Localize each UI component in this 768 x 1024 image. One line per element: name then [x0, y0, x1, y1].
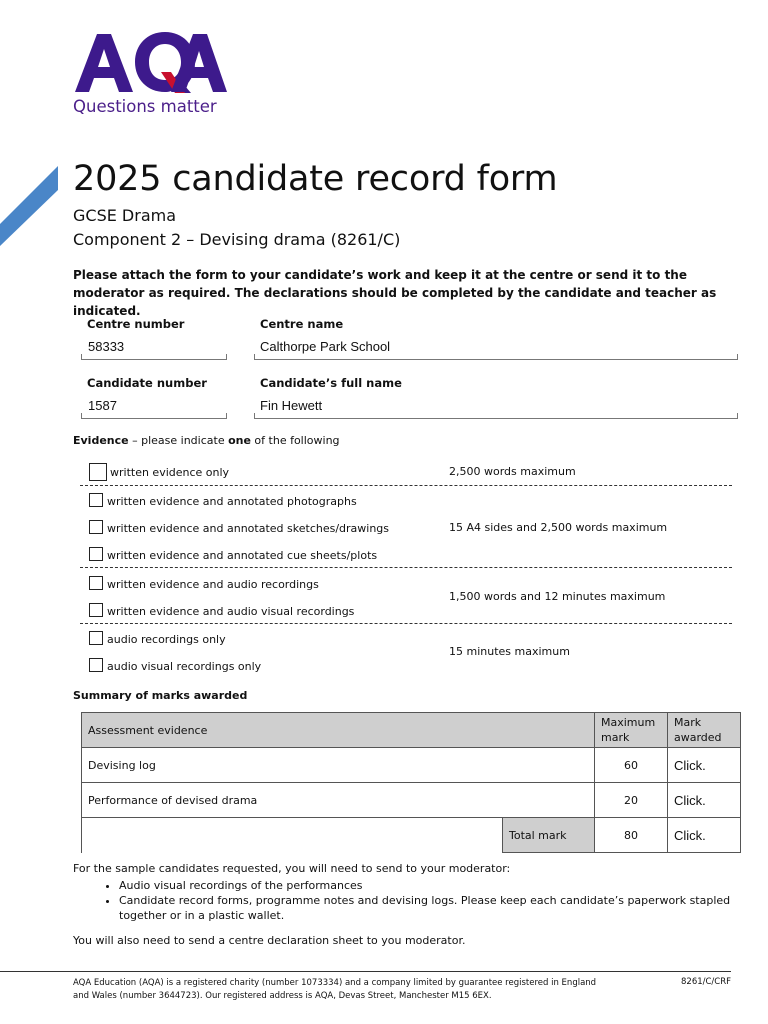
row-awarded-performance-field[interactable]: Click.	[668, 783, 741, 818]
limit-group-3: 1,500 words and 12 minutes maximum	[449, 590, 666, 603]
row-label-devising-log: Devising log	[82, 748, 595, 783]
header-maximum-mark	[595, 713, 668, 748]
evidence-heading-mid: – please indicate	[128, 434, 229, 447]
centre-number-label: Centre number	[87, 317, 185, 331]
limit-group-4: 15 minutes maximum	[449, 645, 570, 658]
total-mark-label: Total mark	[503, 818, 595, 853]
checkbox-written-sketches[interactable]	[89, 520, 103, 534]
option-written-audio-label: written evidence and audio recordings	[107, 578, 319, 591]
centre-name-field[interactable]: Calthorpe Park School	[260, 339, 391, 354]
notes-list	[73, 878, 743, 923]
row-max-performance: 20	[595, 783, 668, 818]
notes-intro: For the sample candidates requested, you will need to send to your moderator:	[73, 862, 511, 875]
row-label-performance: Performance of devised drama	[82, 783, 595, 818]
checkbox-written-audio[interactable]	[89, 576, 103, 590]
candidate-number-field[interactable]: 1587	[88, 398, 117, 413]
candidate-name-underline	[254, 412, 738, 419]
option-written-photographs-label: written evidence and annotated photographs	[107, 495, 357, 508]
option-audio-visual-only-label: audio visual recordings only	[107, 660, 262, 673]
component-subtitle: Component 2 – Devising drama (8261/C)	[73, 230, 401, 249]
total-max: 80	[595, 818, 668, 853]
checkbox-written-audio-visual[interactable]	[89, 603, 103, 617]
limit-group-1: 2,500 words maximum	[449, 465, 576, 478]
notes-final: You will also need to send a centre declaration sheet to you moderator.	[73, 934, 466, 947]
header-awarded-line2: awarded	[674, 731, 722, 744]
header-maximum-line2: mark	[601, 731, 630, 744]
summary-heading: Summary of marks awarded	[73, 689, 248, 702]
centre-number-underline	[81, 353, 227, 360]
table-row	[82, 748, 741, 783]
footer-legal-text: AQA Education (AQA) is a registered charity (number 1073334) and a company limited by guarantee registered in England and Wales (number 3644723). Our registered address is AQA, Devas Street, Manchester M15 6EX.	[73, 978, 597, 1001]
centre-name-underline	[254, 353, 738, 360]
evidence-heading	[73, 434, 340, 447]
checkbox-written-photographs[interactable]	[89, 493, 103, 507]
qualification-subtitle: GCSE Drama	[73, 206, 177, 225]
group-divider	[80, 623, 732, 624]
list-item: • Candidate record forms, programme notes and devising logs. Please keep each candidate’s paperwork stapled together or in a plastic wallet.	[119, 893, 743, 923]
checkbox-written-cue-sheets[interactable]	[89, 547, 103, 561]
header-mark-awarded	[668, 713, 741, 748]
option-audio-only-label: audio recordings only	[107, 633, 226, 646]
total-row-spacer	[82, 818, 503, 853]
total-awarded-field[interactable]: Click.	[668, 818, 741, 853]
marks-table-header	[82, 713, 741, 748]
option-written-cue-sheets-label: written evidence and annotated cue sheets/plots	[107, 549, 378, 562]
marks-table	[81, 712, 741, 853]
evidence-heading-end: of the following	[250, 434, 340, 447]
candidate-name-label: Candidate’s full name	[260, 376, 402, 390]
option-written-audio-visual-label: written evidence and audio visual recordings	[107, 605, 355, 618]
option-written-only-label: written evidence only	[110, 466, 230, 479]
footer-divider	[0, 971, 731, 972]
limit-group-2: 15 A4 sides and 2,500 words maximum	[449, 521, 668, 534]
total-row	[82, 818, 741, 853]
candidate-name-field[interactable]: Fin Hewett	[260, 398, 323, 413]
evidence-heading-bold: Evidence	[73, 434, 129, 447]
group-divider	[80, 567, 732, 568]
row-max-devising-log: 60	[595, 748, 668, 783]
table-row	[82, 783, 741, 818]
row-awarded-devising-log-field[interactable]: Click.	[668, 748, 741, 783]
corner-ribbon	[0, 166, 60, 246]
form-code: 8261/C/CRF	[681, 977, 732, 987]
checkbox-audio-only[interactable]	[89, 631, 103, 645]
header-assessment-evidence: Assessment evidence	[82, 713, 595, 748]
list-item: • Audio visual recordings of the performances	[119, 878, 743, 893]
centre-number-field[interactable]: 58333	[88, 339, 125, 354]
evidence-heading-one: one	[228, 434, 251, 447]
intro-instructions: Please attach the form to your candidate’s work and keep it at the centre or send it to the moderator as required. The declarations should be completed by the candidate and teacher as indicated.	[73, 268, 717, 318]
brand-tagline: Questions matter	[73, 97, 217, 116]
page-title: 2025 candidate record form	[73, 159, 558, 199]
moderator-notes	[73, 861, 743, 948]
checkbox-written-only[interactable]	[89, 463, 107, 481]
aqa-logo	[73, 30, 228, 96]
group-divider	[80, 485, 732, 486]
checkbox-audio-visual-only[interactable]	[89, 658, 103, 672]
header-maximum-line1: Maximum	[601, 716, 656, 729]
centre-name-label: Centre name	[260, 317, 344, 331]
candidate-number-label: Candidate number	[87, 376, 207, 390]
candidate-number-underline	[81, 412, 227, 419]
header-awarded-line1: Mark	[674, 716, 702, 729]
option-written-sketches-label: written evidence and annotated sketches/drawings	[107, 522, 390, 535]
